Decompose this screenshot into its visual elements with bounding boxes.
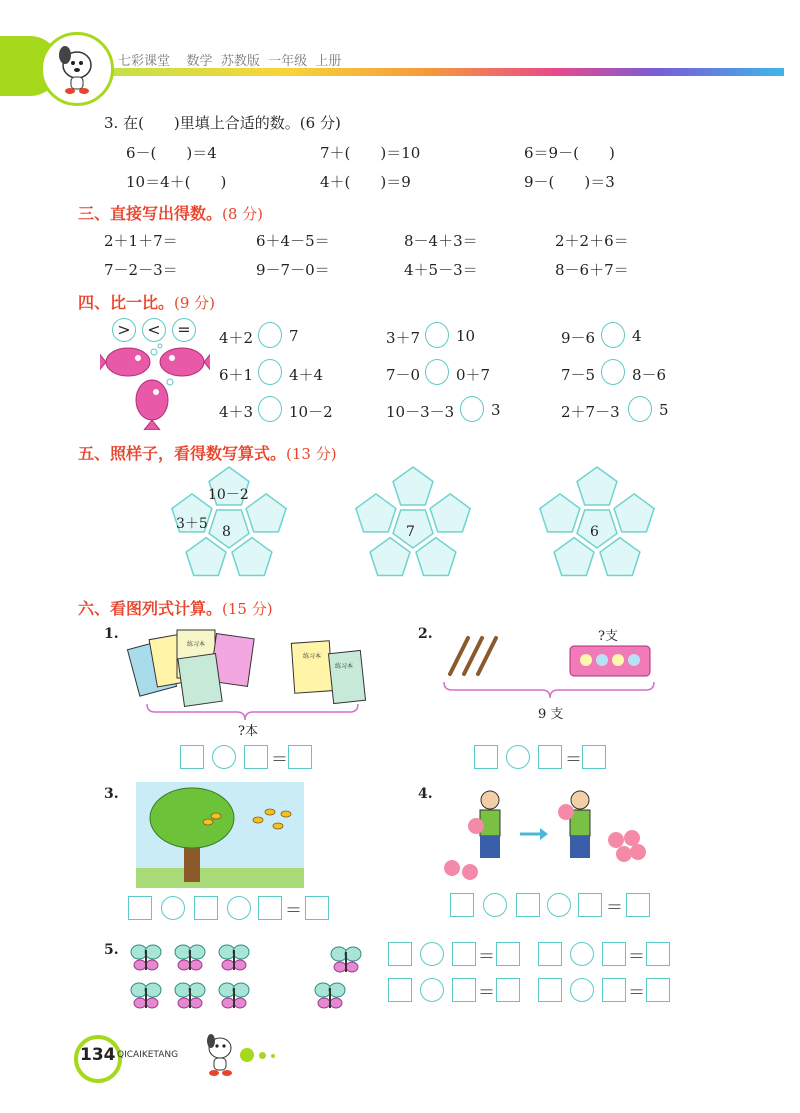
equals-sign: ＝ [628, 983, 645, 1003]
svg-text:练习本: 练习本 [303, 653, 322, 660]
sec3-item: 8－6＋7＝ [555, 261, 629, 279]
problem-2-top-label: ?支 [598, 629, 618, 644]
tree-and-birds-illustration [136, 782, 304, 888]
header-subject: 数学 [186, 54, 213, 69]
equals-sign: ＝ [565, 750, 582, 770]
compare-right: 5 [659, 401, 669, 419]
compare-left: 10－3－3 [386, 403, 455, 421]
compare-right: 10 [456, 327, 476, 345]
compare-left: 6＋1 [219, 366, 254, 384]
section-3-title: 三、直接写出得数。 [78, 204, 223, 223]
q3-item: 6－( )＝4 [126, 144, 217, 162]
equals-sign: ＝ [478, 947, 495, 967]
section-4-title: 四、比一比。 [78, 293, 175, 312]
flower-petal[interactable] [600, 538, 640, 576]
compare-right: 3 [491, 401, 501, 419]
q3-title: 3. 在( )里填上合适的数。(6 分) [104, 114, 341, 132]
answer-box[interactable] [388, 978, 412, 1002]
answer-box[interactable] [516, 893, 540, 917]
header-volume: 上册 [315, 54, 342, 69]
problem-4-number: 4. [418, 786, 433, 802]
equals-sign: ＝ [271, 750, 288, 770]
header-series: 七彩课堂 [118, 54, 171, 69]
equals-sign: ＝ [285, 901, 302, 921]
sec3-item: 6＋4－5＝ [256, 232, 330, 250]
flower-center-number: 7 [406, 524, 415, 540]
answer-box[interactable] [258, 896, 282, 920]
answer-box[interactable] [578, 893, 602, 917]
answer-box[interactable] [288, 745, 312, 769]
compare-right: 4 [632, 327, 642, 345]
flower-petal[interactable] [232, 538, 272, 576]
q3-item: 9－( )＝3 [524, 173, 615, 191]
operator-circle[interactable] [420, 942, 444, 966]
footer-dot [271, 1054, 275, 1058]
answer-box[interactable] [474, 745, 498, 769]
compare-right: 0＋7 [456, 366, 491, 384]
flower-center-number: 8 [222, 524, 231, 540]
symbol-bubble-less: < [142, 318, 166, 342]
answer-box[interactable] [180, 745, 204, 769]
flower-center-number: 6 [590, 524, 599, 540]
section-6-heading [78, 596, 273, 619]
compare-left: 9－6 [561, 329, 596, 347]
section-6-score: (15 分) [222, 600, 273, 618]
flower-petal[interactable] [577, 467, 617, 505]
operator-circle[interactable] [227, 896, 251, 920]
section-5-title: 五、照样子，看得数写算式。 [78, 444, 287, 463]
compare-left: 4＋3 [219, 403, 254, 421]
equals-sign: ＝ [628, 947, 645, 967]
flower-petal-text: 10－2 [208, 487, 249, 503]
answer-box[interactable] [450, 893, 474, 917]
compare-left: 7－5 [561, 366, 596, 384]
flower-petal-text: 3＋5 [176, 516, 208, 532]
compare-right: 4＋4 [289, 366, 324, 384]
butterflies-illustration [124, 938, 374, 1018]
problem-1-question-label: ?本 [238, 724, 258, 739]
sec3-item: 4＋5－3＝ [404, 261, 478, 279]
compare-left: 4＋2 [219, 329, 254, 347]
operator-circle[interactable] [161, 896, 185, 920]
answer-box[interactable] [194, 896, 218, 920]
pencils-and-case-illustration [438, 622, 663, 712]
footer-dot [259, 1052, 266, 1059]
answer-box[interactable] [496, 978, 520, 1002]
answer-box[interactable] [646, 978, 670, 1002]
problem-5-number: 5. [104, 942, 119, 958]
compare-right: 8－6 [632, 366, 667, 384]
problem-2-bottom-label: 9 支 [538, 707, 564, 722]
section-5-score: (13 分) [286, 445, 337, 463]
sec3-item: 2＋1＋7＝ [104, 232, 178, 250]
flower-petal[interactable] [246, 494, 286, 532]
operator-circle[interactable] [420, 978, 444, 1002]
problem-2-number: 2. [418, 626, 433, 642]
flower-petal[interactable] [540, 494, 580, 532]
answer-box[interactable] [646, 942, 670, 966]
sec3-item: 7－2－3＝ [104, 261, 178, 279]
equals-sign: ＝ [478, 983, 495, 1003]
flower-petal[interactable] [554, 538, 594, 576]
answer-box[interactable] [388, 942, 412, 966]
sec3-item: 2＋2＋6＝ [555, 232, 629, 250]
header-edition: 苏教版 [220, 54, 260, 69]
answer-box[interactable] [452, 978, 476, 1002]
compare-left: 7－0 [386, 366, 421, 384]
boys-and-balls-illustration [440, 782, 665, 882]
answer-box[interactable] [602, 942, 626, 966]
answer-box[interactable] [128, 896, 152, 920]
header-grade: 一年级 [268, 54, 308, 69]
compare-left: 2＋7－3 [561, 403, 620, 421]
flower-petal[interactable] [430, 494, 470, 532]
answer-box[interactable] [452, 942, 476, 966]
operator-circle[interactable] [570, 978, 594, 1002]
operator-circle[interactable] [547, 893, 571, 917]
q3-item: 6＝9－( ) [524, 144, 615, 162]
footer-dot [240, 1048, 254, 1062]
flower-petal[interactable] [356, 494, 396, 532]
flower-petal[interactable] [393, 467, 433, 505]
compare-left: 3＋7 [386, 329, 421, 347]
flower-petal[interactable] [186, 538, 226, 576]
q3-item: 4＋( )＝9 [320, 173, 411, 191]
flower-petal[interactable] [370, 538, 410, 576]
flower-petal[interactable] [614, 494, 654, 532]
answer-box[interactable] [244, 745, 268, 769]
compare-right: 10－2 [289, 403, 333, 421]
flower-petal[interactable] [416, 538, 456, 576]
answer-box[interactable] [602, 978, 626, 1002]
symbol-bubble-equal: = [172, 318, 196, 342]
svg-text:练习本: 练习本 [335, 663, 354, 670]
answer-box[interactable] [538, 978, 562, 1002]
answer-box[interactable] [538, 942, 562, 966]
operator-circle[interactable] [483, 893, 507, 917]
section-3-score: (8 分) [222, 205, 264, 223]
compare-right: 7 [289, 327, 299, 345]
problem-1-number: 1. [104, 626, 119, 642]
operator-circle[interactable] [570, 942, 594, 966]
page-number: 134 [80, 1045, 116, 1065]
answer-box[interactable] [626, 893, 650, 917]
equals-sign: ＝ [606, 898, 623, 918]
sec3-item: 9－7－0＝ [256, 261, 330, 279]
section-6-title: 六、看图列式计算。 [78, 599, 223, 618]
sec3-item: 8－4＋3＝ [404, 232, 478, 250]
answer-box[interactable] [582, 745, 606, 769]
answer-box[interactable] [496, 942, 520, 966]
q3-item: 7＋( )＝10 [320, 144, 421, 162]
problem-3-number: 3. [104, 786, 119, 802]
answer-box[interactable] [538, 745, 562, 769]
answer-box[interactable] [305, 896, 329, 920]
footer-brand: QICAIKETANG [117, 1050, 179, 1060]
operator-circle[interactable] [506, 745, 530, 769]
q3-item: 10＝4＋( ) [126, 173, 227, 191]
operator-circle[interactable] [212, 745, 236, 769]
section-4-score: (9 分) [174, 294, 216, 312]
footer-mascot-icon [200, 1032, 240, 1078]
symbol-bubble-greater: > [112, 318, 136, 342]
svg-text:练习本: 练习本 [187, 641, 206, 648]
